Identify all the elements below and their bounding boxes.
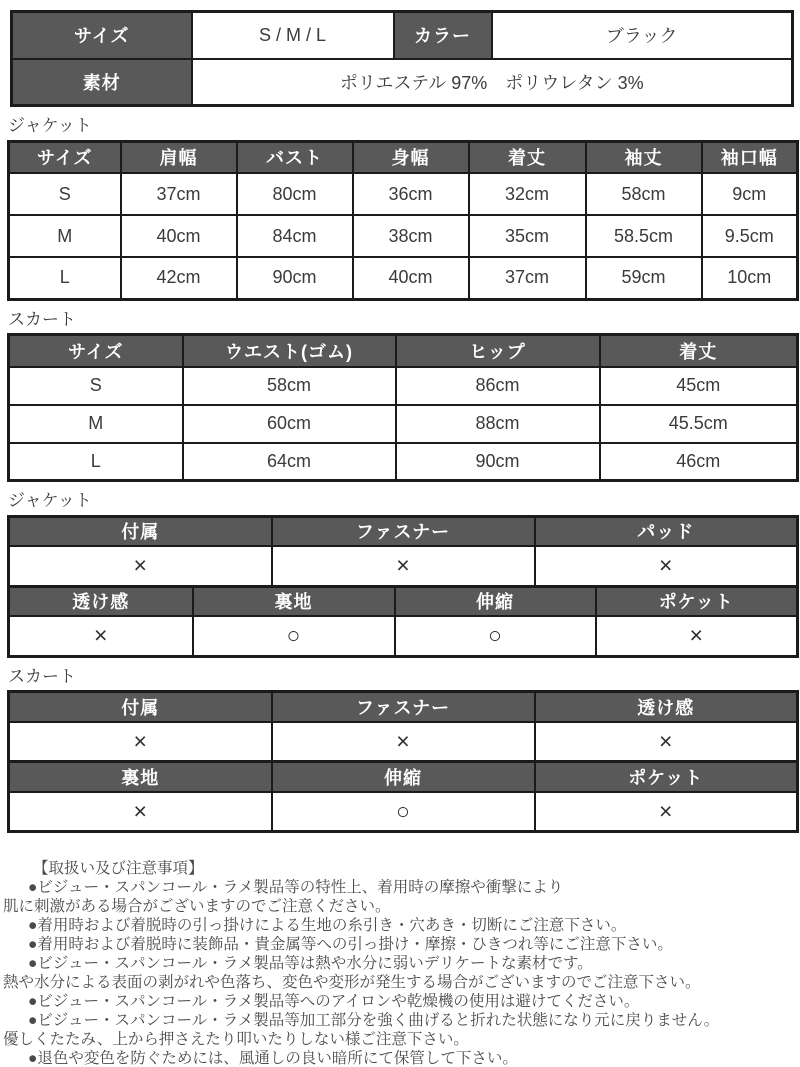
care-note-line: ●退色や変色を防ぐためには、風通しの良い暗所にて保管して下さい。 <box>28 1050 518 1067</box>
table-cell: S <box>9 173 121 215</box>
feature-value: × <box>596 616 798 656</box>
table-cell: 88cm <box>396 405 600 443</box>
jacket-features-table-2 <box>7 585 799 658</box>
feature-value: × <box>9 616 193 656</box>
column-header: 身幅 <box>353 141 469 173</box>
table-cell: 35cm <box>469 215 586 257</box>
table-cell: 46cm <box>600 443 798 481</box>
feature-value: ○ <box>193 616 395 656</box>
skirt-size-section-label: スカート <box>8 309 76 329</box>
care-note-line: ●ビジュー・スパンコール・ラメ製品等の特性上、着用時の摩擦や衝撃により <box>28 879 564 897</box>
table-cell: 45.5cm <box>600 405 798 443</box>
feature-header: 付属 <box>9 692 272 722</box>
table-cell: 36cm <box>353 173 469 215</box>
care-note-line: ●ビジュー・スパンコール・ラメ製品等は熱や水分に弱いデリケートな素材です。 <box>28 955 593 973</box>
column-header: 肩幅 <box>121 141 237 173</box>
care-note-line: ●着用時および着脱時の引っ掛けによる生地の糸引き・穴あき・切断にご注意下さい。 <box>28 917 627 935</box>
table-cell: 84cm <box>237 215 353 257</box>
table-row <box>9 173 798 215</box>
jacket-features-table-1 <box>7 515 799 588</box>
table-cell: 64cm <box>183 443 396 481</box>
color-header-cell: カラー <box>394 12 492 59</box>
table-cell: M <box>9 405 183 443</box>
care-notes-heading: 【取扱い及び注意事項】 <box>33 860 204 878</box>
column-header: 袖丈 <box>586 141 702 173</box>
column-header: サイズ <box>9 335 183 367</box>
table-cell: 37cm <box>121 173 237 215</box>
table-cell: 58cm <box>183 367 396 405</box>
jacket-size-table <box>7 140 799 301</box>
feature-value: × <box>272 546 535 586</box>
skirt-features-section-label: スカート <box>8 666 76 686</box>
table-cell: S <box>9 367 183 405</box>
table-cell: M <box>9 215 121 257</box>
feature-header: 裏地 <box>9 762 272 792</box>
feature-header: ポケット <box>596 586 798 616</box>
feature-value: × <box>9 722 272 762</box>
table-cell: 37cm <box>469 257 586 299</box>
care-note-line: ●着用時および着脱時に装飾品・貴金属等への引っ掛け・摩擦・ひきつれ等にご注意下さい。 <box>28 936 673 954</box>
skirt-features-table-2 <box>7 760 799 833</box>
table-cell: 45cm <box>600 367 798 405</box>
skirt-features-table-1 <box>7 690 799 763</box>
table-cell: 9cm <box>702 173 798 215</box>
table-cell: L <box>9 257 121 299</box>
care-note-line: 熱や水分による表面の剥がれや色落ち、変色や変形が発生する場合がございますのでご注意下さい。 <box>3 974 701 992</box>
table-cell: 9.5cm <box>702 215 798 257</box>
skirt-size-table <box>7 333 799 482</box>
column-header: バスト <box>237 141 353 173</box>
feature-value: ○ <box>272 792 535 832</box>
jacket-size-section-label: ジャケット <box>8 116 92 135</box>
column-header: ヒップ <box>396 335 600 367</box>
care-notes <box>3 859 800 1067</box>
feature-header: 伸縮 <box>395 586 596 616</box>
table-cell: 42cm <box>121 257 237 299</box>
feature-header: 透け感 <box>535 692 798 722</box>
material-value-cell: ポリエステル 97% ポリウレタン 3% <box>192 59 793 106</box>
table-cell: 90cm <box>396 443 600 481</box>
table-cell: 38cm <box>353 215 469 257</box>
table-cell: 80cm <box>237 173 353 215</box>
feature-header: パッド <box>535 516 798 546</box>
table-cell: 58.5cm <box>586 215 702 257</box>
table-cell: 10cm <box>702 257 798 299</box>
feature-value: ○ <box>395 616 596 656</box>
column-header: 着丈 <box>469 141 586 173</box>
table-row <box>9 257 798 299</box>
column-header: サイズ <box>9 141 121 173</box>
feature-header: ファスナー <box>272 692 535 722</box>
size-header-cell: サイズ <box>12 12 192 59</box>
color-value-cell: ブラック <box>492 12 793 59</box>
feature-value: × <box>535 546 798 586</box>
feature-value: × <box>9 546 272 586</box>
column-header: 着丈 <box>600 335 798 367</box>
feature-value: × <box>272 722 535 762</box>
material-header-cell: 素材 <box>12 59 192 106</box>
table-cell: 90cm <box>237 257 353 299</box>
feature-header: 裏地 <box>193 586 395 616</box>
care-note-line: ●ビジュー・スパンコール・ラメ製品等へのアイロンや乾燥機の使用は避けてください。 <box>28 993 640 1011</box>
table-cell: 40cm <box>353 257 469 299</box>
table-cell: 32cm <box>469 173 586 215</box>
table-cell: 59cm <box>586 257 702 299</box>
table-cell: 86cm <box>396 367 600 405</box>
column-header: 袖口幅 <box>702 141 798 173</box>
feature-value: × <box>9 792 272 832</box>
feature-header: 付属 <box>9 516 272 546</box>
table-row <box>9 367 798 405</box>
care-note-line: 肌に刺激がある場合がございますのでご注意ください。 <box>3 898 391 916</box>
care-note-line: ●ビジュー・スパンコール・ラメ製品等加工部分を強く曲げると折れた状態になり元に戻りません。 <box>28 1012 720 1030</box>
spec-summary-table <box>10 10 794 107</box>
feature-value: × <box>535 722 798 762</box>
table-cell: 40cm <box>121 215 237 257</box>
table-cell: 60cm <box>183 405 396 443</box>
jacket-features-section-label: ジャケット <box>8 491 92 511</box>
feature-value: × <box>535 792 798 832</box>
table-cell: 58cm <box>586 173 702 215</box>
table-row <box>9 443 798 481</box>
column-header: ウエスト(ゴム) <box>183 335 396 367</box>
size-value-cell: S / M / L <box>192 12 394 59</box>
feature-header: 透け感 <box>9 586 193 616</box>
feature-header: ファスナー <box>272 516 535 546</box>
feature-header: 伸縮 <box>272 762 535 792</box>
table-row <box>9 405 798 443</box>
care-note-line: 優しくたたみ、上から押さえたり叩いたりしない様ご注意下さい。 <box>3 1031 469 1049</box>
table-row <box>9 215 798 257</box>
feature-header: ポケット <box>535 762 798 792</box>
table-cell: L <box>9 443 183 481</box>
